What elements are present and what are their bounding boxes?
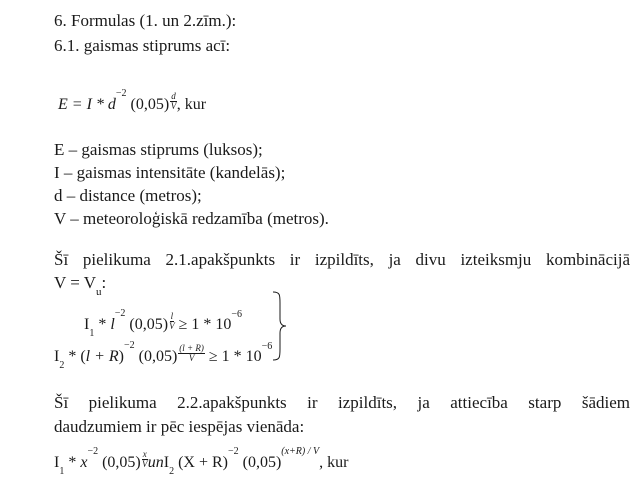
fraction-denominator: V bbox=[170, 101, 177, 112]
relation-exp: −6 bbox=[231, 308, 242, 320]
i-subscript: 1 bbox=[89, 328, 95, 340]
colon: : bbox=[101, 273, 107, 292]
times: * bbox=[64, 454, 81, 471]
formula-base: (0,05) bbox=[126, 96, 170, 113]
i-subscript: 2 bbox=[59, 360, 65, 372]
formula-ratio bbox=[54, 445, 349, 477]
definition-v: V – meteoroloģiskā redzamība (metros). bbox=[54, 209, 329, 228]
formula-tail: , kur bbox=[176, 96, 207, 113]
fraction-numerator: l bbox=[170, 311, 174, 321]
fraction-numerator: (l + R) bbox=[179, 343, 204, 353]
exp: −2 bbox=[114, 307, 126, 319]
right-brace-icon bbox=[271, 291, 289, 361]
exp: −2 bbox=[124, 339, 135, 351]
paragraph-condition-2: Šī pielikuma 2.2.apakšpunkts ir izpildīts, ja attiecība starp šādiem bbox=[54, 393, 630, 412]
formula-tail: , kur bbox=[319, 454, 349, 471]
paragraph-condition-1-cont bbox=[54, 273, 107, 299]
definition-d: d – distance (metros); bbox=[54, 186, 202, 205]
exp2: −2 bbox=[227, 445, 239, 457]
subsection-heading: 6.1. gaismas stiprums acī: bbox=[54, 36, 231, 55]
base2: (0,05) bbox=[238, 454, 282, 471]
exp3: (x+R) / V bbox=[281, 445, 320, 457]
base: (0,05) bbox=[98, 454, 141, 471]
times-open: * ( bbox=[64, 348, 86, 365]
fraction-denominator: V bbox=[188, 353, 195, 364]
i2-symbol: I bbox=[163, 454, 170, 471]
un-word: un bbox=[147, 454, 164, 471]
var-l: l bbox=[110, 316, 115, 333]
fraction-denominator: V bbox=[141, 459, 148, 470]
relation: ≥ 1 * 10 bbox=[174, 316, 232, 333]
relation: ≥ 1 * 10 bbox=[204, 348, 262, 365]
fraction-numerator: d bbox=[171, 91, 176, 101]
definition-e: E – gaismas stiprums (luksos); bbox=[54, 140, 263, 159]
var-l-plus-r: l + R bbox=[85, 348, 119, 365]
x-plus-r: (X + R) bbox=[174, 454, 228, 471]
definition-i: I – gaismas intensitāte (kandelās); bbox=[54, 163, 286, 182]
i1-subscript: 1 bbox=[59, 466, 65, 477]
paragraph-condition-2-cont: daudzumiem ir pēc iespējas vienāda: bbox=[54, 417, 305, 436]
formula-exp: −2 bbox=[115, 87, 127, 99]
v-equals: V = V bbox=[54, 273, 97, 292]
fraction-numerator: x bbox=[142, 449, 147, 459]
var-x: x bbox=[80, 454, 88, 471]
fraction bbox=[178, 344, 205, 364]
inequality-2 bbox=[54, 339, 273, 372]
i-symbol: I bbox=[54, 348, 60, 365]
paragraph-condition-1: Šī pielikuma 2.1.apakšpunkts ir izpildīts, ja divu izteiksmju kombinācijā bbox=[54, 250, 630, 269]
i-symbol: I bbox=[84, 316, 90, 333]
relation-exp: −6 bbox=[261, 340, 273, 352]
times: * bbox=[94, 316, 111, 333]
base: (0,05) bbox=[125, 316, 169, 333]
i2-subscript: 2 bbox=[169, 466, 175, 477]
section-heading: 6. Formulas (1. un 2.zīm.): bbox=[54, 11, 237, 30]
inequality-1 bbox=[84, 307, 242, 340]
exp: −2 bbox=[87, 445, 99, 457]
close-paren: ) bbox=[118, 348, 124, 365]
formula-illuminance bbox=[58, 87, 207, 113]
v-subscript: u bbox=[96, 286, 102, 299]
formula-lhs: E = I * bbox=[58, 96, 108, 113]
base: (0,05) bbox=[134, 348, 178, 365]
fraction-denominator: V bbox=[169, 321, 175, 332]
i1-symbol: I bbox=[54, 454, 60, 471]
formula-var-d: d bbox=[107, 96, 116, 113]
